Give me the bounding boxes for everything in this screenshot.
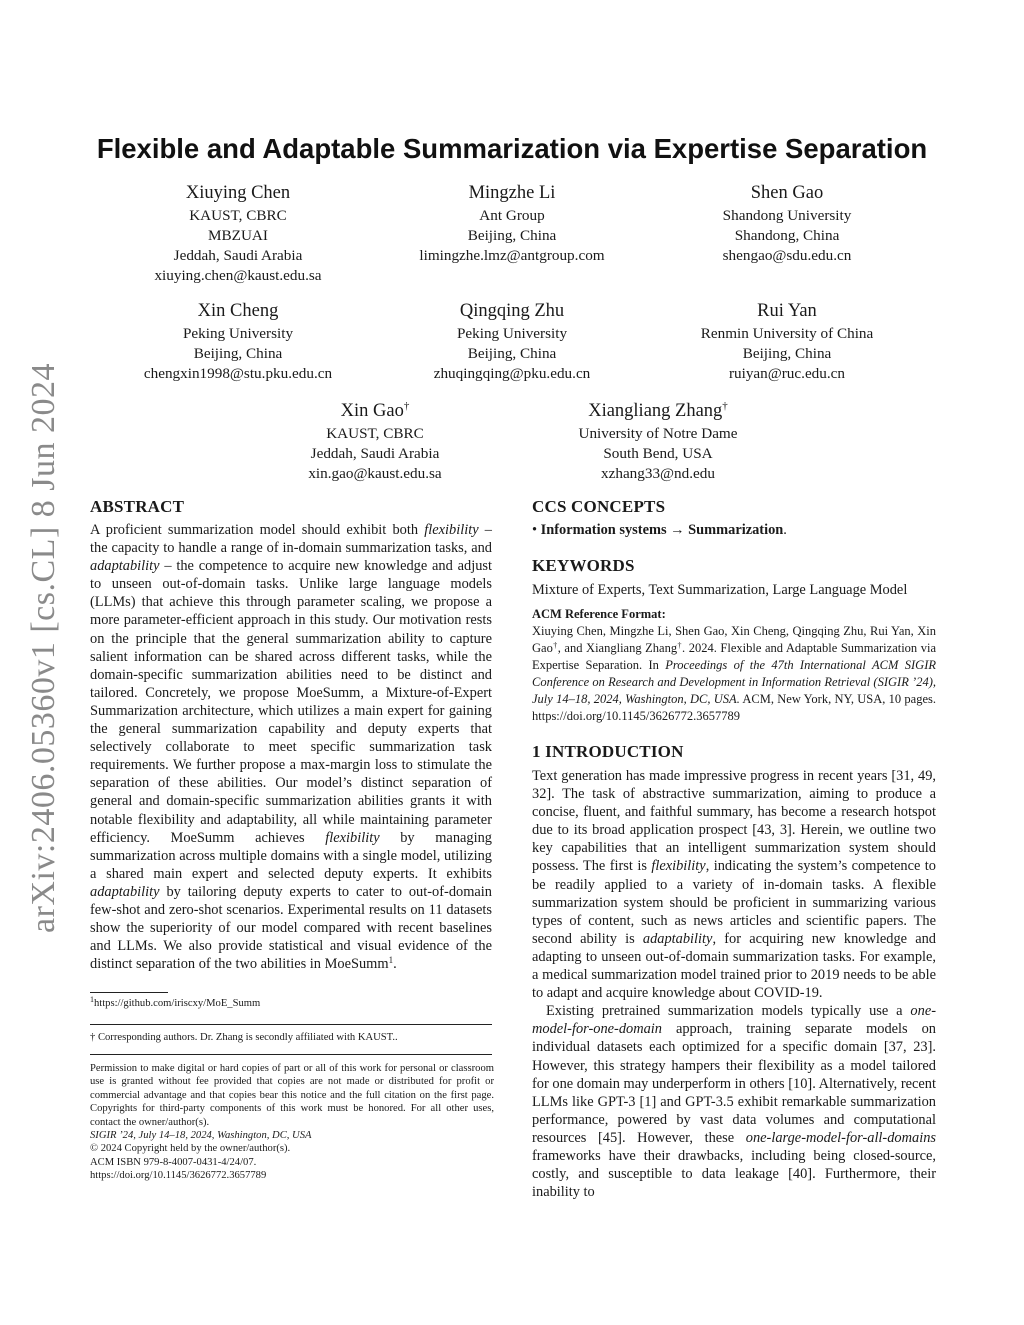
author-name: Mingzhe Li <box>468 183 556 203</box>
abstract-body: A proficient summarization model should exhibit both flexibility – the capacity to handle a range of in-domain summarization tasks, and adaptability – the competence to acquire new knowledge and adjust to unseen out-of-domain tasks. Unlike large language models (LLMs) that achieve this through parameter scaling, we propose a more parameter-efficient approach in this study. Our motivation rests on the principle that the general summarization ability to capture salient information can be shared across different tasks, while the domain-specific summarization abilities need to be distinct and tailored. Concretely, we propose MoeSumm, a Mixture-of-Expert Summarization architecture, which utilizes a main expert for gaining the general summarization capability and deputy experts that selectively collaborate to meet specific summarization task requirements. We further propose a max-margin loss to stimulate the separation of these abilities. Our model’s distinct separation of general and domain-specific summarization abilities grants it with notable flexibility and adaptability, all while maintaining parameter efficiency. MoeSumm achieves flexibility by managing summarization across multiple domains with a single model, utilizing a shared main expert and selected deputy experts. It exhibits adaptability by tailoring deputy experts to cater to out-of-domain few-shot and zero-shot scenarios. Experimental results on 11 datasets show the superiority of our model compared with recent baselines and LLMs. We also provide statistical and visual evidence of the distinct separation of the two abilities in MoeSumm$^1$. <box>90 522 492 973</box>
ccs-heading: CCS CONCEPTS <box>532 497 666 516</box>
copyright: © 2024 Copyright held by the owner/author(s). <box>90 1143 291 1155</box>
permission-block <box>90 1062 494 1183</box>
keywords-heading: KEYWORDS <box>532 556 635 575</box>
author-affiliation: Renmin University of China <box>700 325 874 342</box>
author-block <box>677 182 897 266</box>
arxiv-stamp-text: arXiv:2406.05360v1 [cs.CL] 8 Jun 2024 <box>25 362 62 934</box>
footnote-mark: 1 <box>388 955 394 966</box>
dagger-mark: † <box>722 400 728 412</box>
keywords-text: Mixture of Experts, Text Summarization, Large Language Model <box>532 582 908 598</box>
author-location: Beijing, China <box>193 345 283 362</box>
intro-body: Text generation has made impressive progress in recent years [31, 49, 32]. The task of abstractive summarization, aiming to produce a concise, fluent, and faithful summary, has become a research hotspot due to its broad application prospect [43, 3]. Herein, we outline two key capabilities that an intelligent summarization system should possess. The first is flexibility, indicating the system’s competence to be readily applied to a variety of in-domain tasks. A flexible summarization system should be proficient in summarizing various types of content, such as news articles and scientific papers. The second ability is adaptability, for acquiring new knowledge and adapting to unseen out-of-domain summarization tasks. For example, a medical summarization model trained prior to 2019 needs to be able to adapt and acquire knowledge about COVID-19. Existing pretrained summarization models typically use a one-model-for-one-domain approach, training separate models on individual datasets each optimized for a specific domain [37, 23]. However, this strategy hampers their flexibility as a model tailored for one domain may underperform in others [10]. Alternatively, recent LLMs like GPT-3 [1] and GPT-3.5 exhibit remarkable summarization performance, powered by vast data volumes and computational resources [45]. However, these one-large-model-for-all-domains frameworks have their drawbacks, including being closed-source, costly, and susceptible to data leakage [40]. Furthermore, their inability to <box>532 768 936 1201</box>
author-email: xzhang33@nd.edu <box>601 465 715 482</box>
author-name: Rui Yan <box>757 301 817 321</box>
paper-title: Flexible and Adaptable Summarization via Expertise Separation <box>96 133 928 164</box>
author-location: South Bend, USA <box>603 445 713 462</box>
author-email: shengao@sdu.edu.cn <box>722 247 852 264</box>
author-email: zhuqingqing@pku.edu.cn <box>433 365 591 382</box>
author-name: Shen Gao <box>750 183 824 203</box>
author-location: Beijing, China <box>467 227 557 244</box>
isbn: ACM ISBN 979-8-4007-0431-4/24/07. <box>90 1156 257 1168</box>
author-email: xiuying.chen@kaust.edu.sa <box>154 267 322 284</box>
author-affiliation: KAUST, CBRC <box>326 425 424 442</box>
author-affiliation: Peking University <box>182 325 294 342</box>
author-affiliation: MBZUAI <box>208 227 268 244</box>
author-name: Qingqing Zhu <box>459 301 565 321</box>
author-location: Beijing, China <box>742 345 832 362</box>
author-email: chengxin1998@stu.pku.edu.cn <box>143 365 333 382</box>
author-email: ruiyan@ruc.edu.cn <box>728 365 846 382</box>
intro-heading: 1 INTRODUCTION <box>532 742 684 761</box>
permission-rule <box>90 1054 492 1055</box>
venue: SIGIR ’24, July 14–18, 2024, Washington, DC, USA <box>90 1130 312 1142</box>
doi-link[interactable]: https://doi.org/10.1145/3626772.3657789 <box>90 1170 267 1182</box>
author-location: Shandong, China <box>734 227 840 244</box>
author-block <box>392 182 632 266</box>
author-email: xin.gao@kaust.edu.sa <box>308 465 442 482</box>
author-location: Jeddah, Saudi Arabia <box>310 445 440 462</box>
author-name: Xin Cheng <box>197 301 279 321</box>
author-affiliation: Shandong University <box>722 207 852 224</box>
author-location: Jeddah, Saudi Arabia <box>173 247 303 264</box>
author-name: Xin Gao† <box>340 400 410 421</box>
footnote-rule <box>90 992 168 993</box>
footnote-rule <box>90 1024 492 1025</box>
author-affiliation: Peking University <box>456 325 568 342</box>
footnote-link[interactable]: https://github.com/iriscxy/MoE_Summ <box>94 998 261 1009</box>
author-block <box>667 300 907 384</box>
footnote-url: $^1$https://github.com/iriscxy/MoE_Summ <box>90 995 261 1009</box>
author-name: Xiangliang Zhang† <box>588 400 728 421</box>
permission-text: Permission to make digital or hard copies of part or all of this work for personal or classroom use is granted without fee provided that copies are not made or distributed for profit or commercial advantage and that copies bear this notice and the full citation on the first page. Copyrights for third-party components of this work must be honored. For all other uses, contact the owner/author(s). <box>90 1063 494 1128</box>
author-block <box>128 182 348 286</box>
abstract-heading: ABSTRACT <box>90 497 185 516</box>
author-block <box>118 300 358 384</box>
author-affiliation: Ant Group <box>479 207 545 224</box>
ccs-concepts: • Information systems → Summarization. <box>532 522 787 538</box>
author-affiliation: University of Notre Dame <box>578 425 738 442</box>
acm-ref-heading: ACM Reference Format: <box>532 607 666 621</box>
acm-reference: Xiuying Chen, Mingzhe Li, Shen Gao, Xin Cheng, Qingqing Zhu, Rui Yan, Xin Gao†, and Xiangliang Zhang†. 2024. Flexible and Adaptable Summarization via Expertise Separation. In Proceedings of the 47th International ACM SIGIR Conference on Research and Development in Information Retrieval (SIGIR ’24), July 14–18, 2024, Washington, DC, USA. ACM, New York, NY, USA, 10 pages. https://doi.org/10.1145/3626772.3657789 <box>532 624 937 723</box>
corresponding-note: † Corresponding authors. Dr. Zhang is secondly affiliated with KAUST.. <box>90 1032 398 1043</box>
author-block <box>392 300 632 384</box>
author-email: limingzhe.lmz@antgroup.com <box>419 247 605 264</box>
author-location: Beijing, China <box>467 345 557 362</box>
author-block <box>265 400 485 484</box>
author-block <box>538 400 778 484</box>
author-affiliation: KAUST, CBRC <box>189 207 287 224</box>
author-name: Xiuying Chen <box>185 183 291 203</box>
dagger-mark: † <box>403 400 410 412</box>
